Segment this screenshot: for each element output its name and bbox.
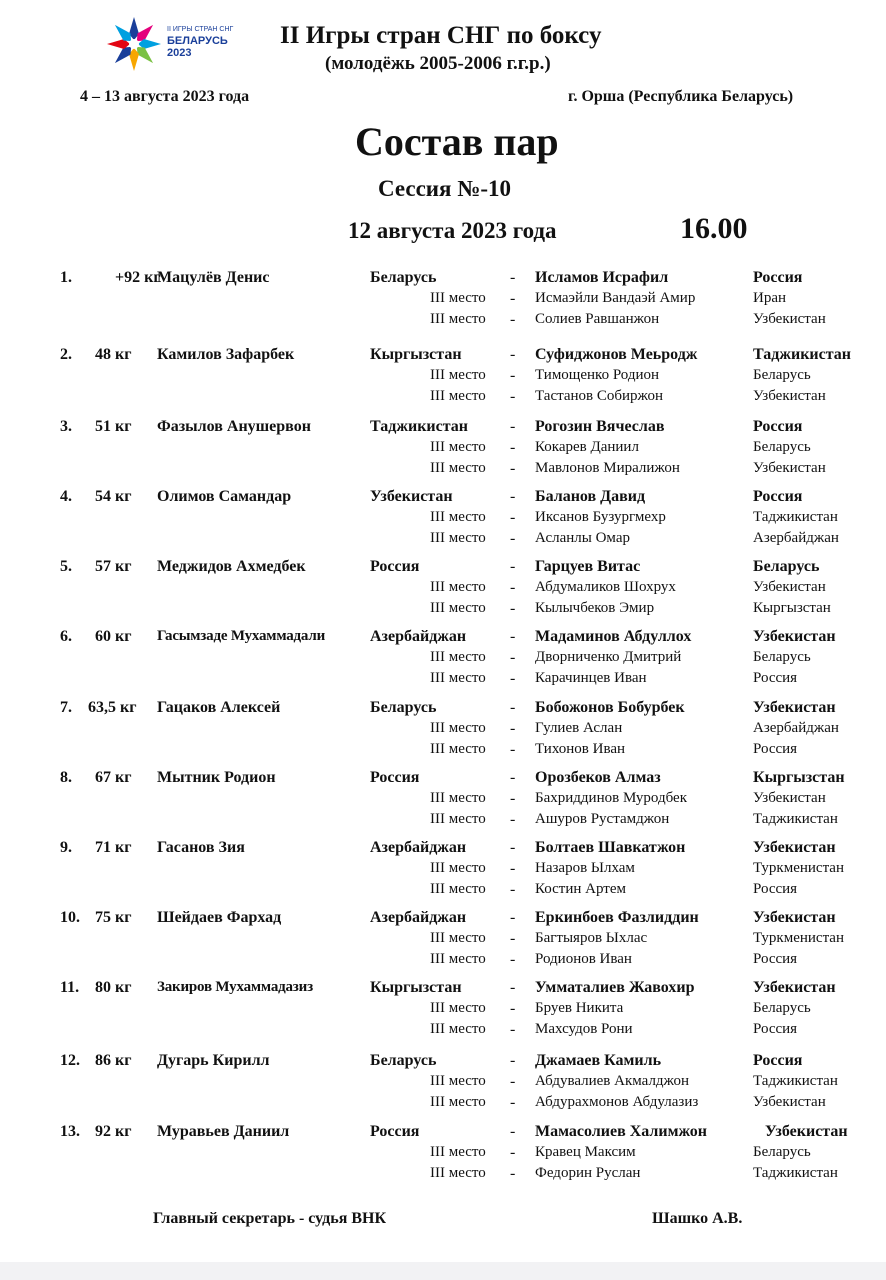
bout-row xyxy=(0,346,886,366)
blue-corner-name: Еркинбоев Фазлиддин xyxy=(535,909,699,926)
weight-category: 67 кг xyxy=(95,769,132,786)
third-place-label: III место xyxy=(430,290,486,306)
third-place-dash: - xyxy=(510,860,516,877)
third-place-country: Узбекистан xyxy=(753,311,826,327)
bout-row xyxy=(0,839,886,859)
third-place-label: III место xyxy=(430,670,486,686)
third-place-label: III место xyxy=(430,720,486,736)
third-place-dash: - xyxy=(510,1094,516,1111)
third-place-name: Асланлы Омар xyxy=(535,530,630,546)
blue-corner-name: Бобожонов Бобурбек xyxy=(535,699,685,716)
bout-row xyxy=(0,269,886,289)
third-place-label: III место xyxy=(430,790,486,806)
weight-category: +92 кг xyxy=(115,269,161,286)
weight-category: 60 кг xyxy=(95,628,132,645)
blue-corner-country: Узбекистан xyxy=(753,909,836,926)
third-place-row xyxy=(0,439,886,459)
third-place-name: Дворниченко Дмитрий xyxy=(535,649,682,665)
third-place-row xyxy=(0,600,886,620)
bout-number: 9. xyxy=(60,839,72,856)
third-place-label: III место xyxy=(430,860,486,876)
third-place-label: III место xyxy=(430,1021,486,1037)
third-place-dash: - xyxy=(510,720,516,737)
blue-corner-country: Узбекистан xyxy=(753,979,836,996)
third-place-dash: - xyxy=(510,670,516,687)
third-place-label: III место xyxy=(430,388,486,404)
third-place-label: III место xyxy=(430,1000,486,1016)
third-place-row xyxy=(0,1165,886,1185)
bout-number: 12. xyxy=(60,1052,80,1069)
third-place-name: Бруев Никита xyxy=(535,1000,624,1016)
third-place-dash: - xyxy=(510,509,516,526)
third-place-country: Беларусь xyxy=(753,367,811,383)
third-place-label: III место xyxy=(430,367,486,383)
bout-number: 4. xyxy=(60,488,72,505)
third-place-label: III место xyxy=(430,530,486,546)
third-place-dash: - xyxy=(510,311,516,328)
bout-number: 3. xyxy=(60,418,72,435)
snowflake-logo-icon xyxy=(103,14,165,74)
red-corner-country: Беларусь xyxy=(370,699,437,716)
vs-dash: - xyxy=(510,269,516,286)
third-place-label: III место xyxy=(430,811,486,827)
third-place-name: Иксанов Бузургмехр xyxy=(535,509,666,525)
third-place-country: Беларусь xyxy=(753,1144,811,1160)
red-corner-country: Беларусь xyxy=(370,269,437,286)
blue-corner-country: Россия xyxy=(753,488,803,505)
bout-row xyxy=(0,1052,886,1072)
bout-number: 8. xyxy=(60,769,72,786)
third-place-country: Узбекистан xyxy=(753,460,826,476)
vs-dash: - xyxy=(510,558,516,575)
logo-line1: II ИГРЫ СТРАН СНГ xyxy=(167,26,234,33)
vs-dash: - xyxy=(510,628,516,645)
third-place-label: III место xyxy=(430,509,486,525)
weight-category: 75 кг xyxy=(95,909,132,926)
bout-row xyxy=(0,979,886,999)
third-place-row xyxy=(0,1094,886,1114)
third-place-row xyxy=(0,1000,886,1020)
third-place-dash: - xyxy=(510,1000,516,1017)
blue-corner-country: Узбекистан xyxy=(765,1123,848,1140)
bout-number: 2. xyxy=(60,346,72,363)
third-place-country: Россия xyxy=(753,951,798,967)
weight-category: 92 кг xyxy=(95,1123,132,1140)
third-place-row xyxy=(0,388,886,408)
third-place-label: III место xyxy=(430,1165,486,1181)
third-place-name: Мавлонов Миралижон xyxy=(535,460,680,476)
vs-dash: - xyxy=(510,1123,516,1140)
weight-category: 54 кг xyxy=(95,488,132,505)
blue-corner-country: Россия xyxy=(753,418,803,435)
blue-corner-country: Кыргызстан xyxy=(753,769,845,786)
third-place-name: Тимощенко Родион xyxy=(535,367,660,383)
red-corner-country: Беларусь xyxy=(370,1052,437,1069)
games-logo xyxy=(103,14,268,74)
third-place-dash: - xyxy=(510,649,516,666)
red-corner-country: Россия xyxy=(370,558,420,575)
red-corner-country: Кыргызстан xyxy=(370,979,462,996)
third-place-dash: - xyxy=(510,1144,516,1161)
bout-number: 13. xyxy=(60,1123,80,1140)
blue-corner-name: Джамаев Камиль xyxy=(535,1052,662,1069)
red-corner-name: Гасанов Зия xyxy=(157,839,245,856)
blue-corner-country: Россия xyxy=(753,1052,803,1069)
session-time: 16.00 xyxy=(680,212,748,245)
third-place-name: Федорин Руслан xyxy=(535,1165,641,1181)
bout-row xyxy=(0,1123,886,1143)
third-place-dash: - xyxy=(510,388,516,405)
third-place-label: III место xyxy=(430,600,486,616)
bout-row xyxy=(0,769,886,789)
third-place-country: Россия xyxy=(753,670,798,686)
bout-number: 11. xyxy=(60,979,80,996)
weight-category: 86 кг xyxy=(95,1052,132,1069)
third-place-dash: - xyxy=(510,951,516,968)
third-place-country: Узбекистан xyxy=(753,790,826,806)
vs-dash: - xyxy=(510,769,516,786)
third-place-country: Беларусь xyxy=(753,649,811,665)
third-place-row xyxy=(0,860,886,880)
bout-number: 10. xyxy=(60,909,80,926)
red-corner-country: Узбекистан xyxy=(370,488,453,505)
red-corner-name: Мацулёв Денис xyxy=(157,269,270,286)
third-place-dash: - xyxy=(510,1165,516,1182)
third-place-row xyxy=(0,530,886,550)
session-date: 12 августа 2023 года xyxy=(348,218,557,243)
third-place-name: Костин Артем xyxy=(535,881,626,897)
red-corner-name: Закиров Мухаммадазиз xyxy=(157,979,313,995)
bout-number: 6. xyxy=(60,628,72,645)
third-place-dash: - xyxy=(510,811,516,828)
secretary-role: Главный секретарь - судья ВНК xyxy=(153,1210,387,1227)
third-place-name: Кокарев Даниил xyxy=(535,439,639,455)
third-place-name: Ашуров Рустамджон xyxy=(535,811,670,827)
red-corner-country: Азербайджан xyxy=(370,628,467,645)
third-place-name: Абдурахмонов Абдулазиз xyxy=(535,1094,699,1110)
blue-corner-name: Баланов Давид xyxy=(535,488,646,505)
third-place-row xyxy=(0,881,886,901)
third-place-name: Родионов Иван xyxy=(535,951,632,967)
vs-dash: - xyxy=(510,979,516,996)
third-place-label: III место xyxy=(430,930,486,946)
red-corner-name: Меджидов Ахмедбек xyxy=(157,558,306,575)
weight-category: 48 кг xyxy=(95,346,132,363)
third-place-country: Азербайджан xyxy=(753,720,839,736)
blue-corner-name: Мадаминов Абдуллох xyxy=(535,628,692,645)
vs-dash: - xyxy=(510,699,516,716)
weight-category: 63,5 кг xyxy=(88,699,137,716)
third-place-name: Назаров Ылхам xyxy=(535,860,635,876)
third-place-row xyxy=(0,1073,886,1093)
third-place-dash: - xyxy=(510,1073,516,1090)
third-place-country: Таджикистан xyxy=(753,1073,838,1089)
red-corner-name: Олимов Самандар xyxy=(157,488,292,505)
third-place-dash: - xyxy=(510,600,516,617)
third-place-name: Тихонов Иван xyxy=(535,741,626,757)
third-place-row xyxy=(0,509,886,529)
third-place-label: III место xyxy=(430,649,486,665)
third-place-row xyxy=(0,670,886,690)
session-number: Сессия №-10 xyxy=(378,176,512,201)
red-corner-country: Таджикистан xyxy=(370,418,468,435)
third-place-label: III место xyxy=(430,951,486,967)
vs-dash: - xyxy=(510,346,516,363)
third-place-label: III место xyxy=(430,1144,486,1160)
blue-corner-name: Орозбеков Алмаз xyxy=(535,769,661,786)
third-place-row xyxy=(0,649,886,669)
blue-corner-country: Таджикистан xyxy=(753,346,851,363)
document-subtitle: (молодёжь 2005-2006 г.г.р.) xyxy=(325,53,551,74)
blue-corner-name: Мамасолиев Халимжон xyxy=(535,1123,707,1140)
third-place-row xyxy=(0,811,886,831)
third-place-name: Карачинцев Иван xyxy=(535,670,647,686)
event-dates: 4 – 13 августа 2023 года xyxy=(80,88,250,105)
blue-corner-name: Болтаев Шавкатжон xyxy=(535,839,686,856)
third-place-country: Туркменистан xyxy=(753,930,844,946)
third-place-row xyxy=(0,720,886,740)
third-place-dash: - xyxy=(510,460,516,477)
document-title: II Игры стран СНГ по боксу xyxy=(280,22,602,49)
third-place-row xyxy=(0,790,886,810)
third-place-label: III место xyxy=(430,741,486,757)
third-place-country: Кыргызстан xyxy=(753,600,831,616)
third-place-label: III место xyxy=(430,460,486,476)
third-place-row xyxy=(0,367,886,387)
vs-dash: - xyxy=(510,488,516,505)
third-place-name: Гулиев Аслан xyxy=(535,720,623,736)
third-place-dash: - xyxy=(510,930,516,947)
third-place-dash: - xyxy=(510,881,516,898)
bout-row xyxy=(0,418,886,438)
blue-corner-country: Узбекистан xyxy=(753,628,836,645)
third-place-name: Кравец Максим xyxy=(535,1144,636,1160)
third-place-name: Тастанов Собиржон xyxy=(535,388,664,404)
third-place-name: Багтыяров Ыхлас xyxy=(535,930,648,946)
red-corner-country: Россия xyxy=(370,1123,420,1140)
blue-corner-country: Узбекистан xyxy=(753,839,836,856)
third-place-country: Беларусь xyxy=(753,1000,811,1016)
bout-number: 7. xyxy=(60,699,72,716)
third-place-name: Махсудов Рони xyxy=(535,1021,633,1037)
red-corner-country: Кыргызстан xyxy=(370,346,462,363)
blue-corner-name: Исламов Исрафил xyxy=(535,269,669,286)
red-corner-name: Мытник Родион xyxy=(157,769,276,786)
third-place-dash: - xyxy=(510,1021,516,1038)
red-corner-name: Гасымзаде Мухаммадали xyxy=(157,628,326,644)
third-place-dash: - xyxy=(510,790,516,807)
secretary-name: Шашко А.В. xyxy=(652,1210,743,1227)
third-place-name: Солиев Равшанжон xyxy=(535,311,660,327)
third-place-country: Узбекистан xyxy=(753,388,826,404)
third-place-row xyxy=(0,290,886,310)
third-place-name: Бахриддинов Муродбек xyxy=(535,790,687,806)
third-place-dash: - xyxy=(510,741,516,758)
third-place-name: Исмаэйли Вандаэй Амир xyxy=(535,290,696,306)
blue-corner-name: Умматалиев Жавохир xyxy=(535,979,695,996)
bout-number: 1. xyxy=(60,269,72,286)
third-place-dash: - xyxy=(510,290,516,307)
third-place-country: Россия xyxy=(753,881,798,897)
blue-corner-country: Россия xyxy=(753,269,803,286)
third-place-country: Туркменистан xyxy=(753,860,844,876)
red-corner-name: Гацаков Алексей xyxy=(157,699,281,716)
third-place-dash: - xyxy=(510,530,516,547)
red-corner-name: Фазылов Анушервон xyxy=(157,418,311,435)
red-corner-name: Муравьев Даниил xyxy=(157,1123,290,1140)
third-place-row xyxy=(0,460,886,480)
page-heading: Состав пар xyxy=(355,119,559,164)
third-place-country: Таджикистан xyxy=(753,509,838,525)
third-place-row xyxy=(0,930,886,950)
third-place-label: III место xyxy=(430,881,486,897)
red-corner-country: Азербайджан xyxy=(370,839,467,856)
third-place-label: III место xyxy=(430,311,486,327)
third-place-name: Абдувалиев Акмалджон xyxy=(535,1073,690,1089)
third-place-country: Россия xyxy=(753,741,798,757)
bout-row xyxy=(0,488,886,508)
vs-dash: - xyxy=(510,418,516,435)
third-place-label: III место xyxy=(430,1073,486,1089)
third-place-row xyxy=(0,741,886,761)
weight-category: 57 кг xyxy=(95,558,132,575)
weight-category: 71 кг xyxy=(95,839,132,856)
blue-corner-name: Суфиджонов Меьродж xyxy=(535,346,698,363)
red-corner-country: Азербайджан xyxy=(370,909,467,926)
third-place-country: Узбекистан xyxy=(753,1094,826,1110)
blue-corner-name: Рогозин Вячеслав xyxy=(535,418,665,435)
third-place-country: Узбекистан xyxy=(753,579,826,595)
third-place-country: Таджикистан xyxy=(753,811,838,827)
vs-dash: - xyxy=(510,1052,516,1069)
third-place-row xyxy=(0,579,886,599)
third-place-row xyxy=(0,951,886,971)
bout-row xyxy=(0,558,886,578)
third-place-dash: - xyxy=(510,579,516,596)
logo-line3: 2023 xyxy=(167,47,192,59)
third-place-label: III место xyxy=(430,1094,486,1110)
vs-dash: - xyxy=(510,839,516,856)
third-place-dash: - xyxy=(510,367,516,384)
event-place: г. Орша (Республика Беларусь) xyxy=(568,88,794,105)
blue-corner-country: Узбекистан xyxy=(753,699,836,716)
third-place-country: Таджикистан xyxy=(753,1165,838,1181)
third-place-country: Беларусь xyxy=(753,439,811,455)
third-place-row xyxy=(0,311,886,331)
logo-line2: БЕЛАРУСЬ xyxy=(167,35,228,47)
third-place-country: Азербайджан xyxy=(753,530,839,546)
third-place-country: Иран xyxy=(753,290,787,306)
bout-row xyxy=(0,628,886,648)
third-place-label: III место xyxy=(430,579,486,595)
bout-row xyxy=(0,909,886,929)
blue-corner-name: Гарцуев Витас xyxy=(535,558,641,575)
third-place-name: Абдумаликов Шохрух xyxy=(535,579,676,595)
red-corner-name: Шейдаев Фархад xyxy=(157,909,282,926)
red-corner-country: Россия xyxy=(370,769,420,786)
bout-row xyxy=(0,699,886,719)
red-corner-name: Камилов Зафарбек xyxy=(157,346,295,363)
vs-dash: - xyxy=(510,909,516,926)
third-place-row xyxy=(0,1021,886,1041)
third-place-dash: - xyxy=(510,439,516,456)
blue-corner-country: Беларусь xyxy=(753,558,820,575)
weight-category: 51 кг xyxy=(95,418,132,435)
bout-number: 5. xyxy=(60,558,72,575)
weight-category: 80 кг xyxy=(95,979,132,996)
third-place-label: III место xyxy=(430,439,486,455)
red-corner-name: Дугарь Кирилл xyxy=(157,1052,270,1069)
third-place-row xyxy=(0,1144,886,1164)
third-place-country: Россия xyxy=(753,1021,798,1037)
bottom-bar xyxy=(0,1262,886,1280)
third-place-name: Кылычбеков Эмир xyxy=(535,600,655,616)
